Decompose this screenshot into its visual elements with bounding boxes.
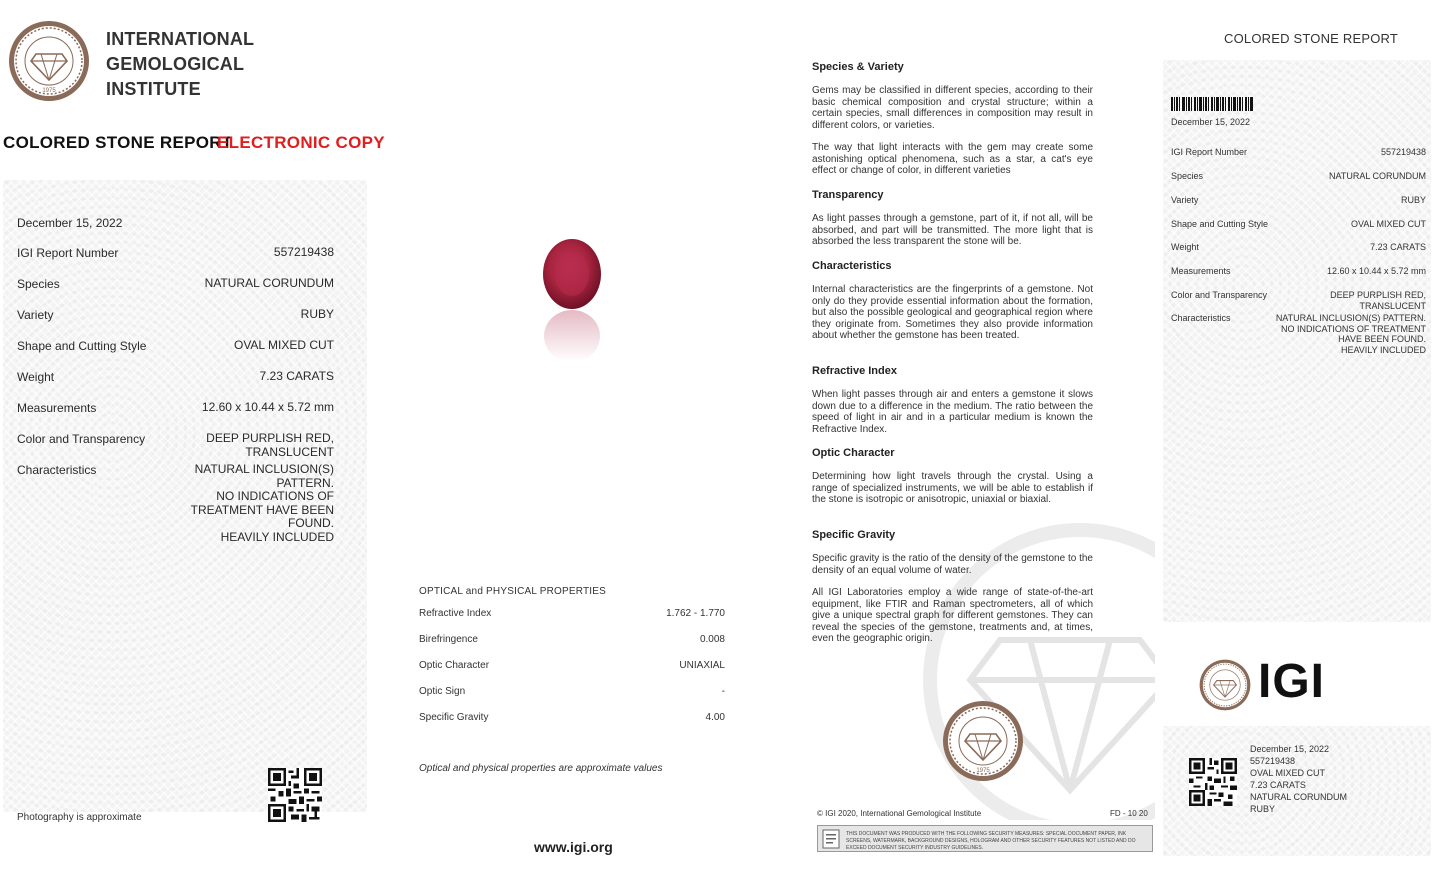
- info-section-specific-gravity: Specific Gravity Specific gravity is the ratio of the density of the gemstone to the density of an equal volume of water. All IGI Laboratories employ a wide range of state-of-the-art equipment, like FTIR and Raman spectrometers, all of which give a unique spectral graph for different gemstones. They can reveal the species of the gemstone, treatments and, at times, even the geographic origin.: [812, 529, 1093, 644]
- security-notice-text: THIS DOCUMENT WAS PRODUCED WITH THE FOLLOWING SECURITY MEASURES: SPECIAL DOCUMENT PAPER, INK SCREENS, WATERMARK, BACKGROUND DESIGNS, HOLOGRAM AND OTHER SECURITY FEATURES NOT LISTED AND DO EXCEED DOCUMENT SECURITY INDUSTRY GUIDELINES.: [846, 831, 1136, 851]
- security-notice-bar: [817, 825, 1153, 852]
- barcode-icon: [1171, 97, 1253, 111]
- ruby-stone-image: [538, 236, 606, 360]
- summary-title: COLORED STONE REPORT: [1224, 31, 1398, 46]
- info-section-characteristics: Characteristics Internal characteristics are the fingerprints of a gemstone. Not only do they provide essential information about the formation, but also the possible geological and geographical region where they originate from. Sometimes they also provide information about whether the gemstone has been treated.: [812, 260, 1093, 341]
- qr-code-icon[interactable]: [268, 768, 322, 822]
- info-section-optic-character: Optic Character Determining how light travels through the crystal. Using a range of specialized instruments, we will be able to establish if the stone is isotropic or anisotropic, uniaxial or biaxial.: [812, 447, 1093, 505]
- photography-note: Photography is approximate: [17, 812, 142, 823]
- optical-properties-heading: OPTICAL and PHYSICAL PROPERTIES: [419, 586, 607, 597]
- igi-seal-icon: [8, 20, 90, 102]
- website-link[interactable]: www.igi.org: [534, 839, 613, 855]
- info-section-transparency: Transparency As light passes through a gemstone, part of it, if not all, will be absorbed, and part will be transmitted. The more light that is absorbed the less transparent the stone will be.: [812, 189, 1093, 247]
- info-section-species: Species & Variety Gems may be classified in different species, according to their basic chemical composition and crystal structure; within a certain species, small differences in composition may result in different colors, or varieties. The way that light interacts with the gem may create some astonishing optical phenomena, such as a star, a cat's eye effect or change of color, in different varieties: [812, 61, 1093, 176]
- optical-note: Optical and physical properties are approximate values: [419, 763, 663, 774]
- igi-seal-icon: [1199, 659, 1251, 711]
- report-title: COLORED STONE REPORT: [3, 133, 233, 152]
- report-date: December 15, 2022: [17, 216, 123, 230]
- summary-date: December 15, 2022: [1171, 117, 1251, 127]
- igi-seal-icon: [942, 700, 1024, 782]
- copyright-text: © IGI 2020, International Gemological Institute: [817, 809, 982, 818]
- summary-mini-details: December 15, 2022 557219438 OVAL MIXED CUT 7.23 CARATS NATURAL CORUNDUM RUBY: [1250, 744, 1348, 814]
- info-section-refractive-index: Refractive Index When light passes through air and enters a gemstone it slows down due to a difference in the medium. The ratio between the speed of light in air and in a particular medium is known the Refractive Index.: [812, 365, 1093, 435]
- brand-name: INTERNATIONAL GEMOLOGICAL INSTITUTE: [106, 29, 255, 99]
- qr-code-icon[interactable]: [1189, 758, 1237, 806]
- document-icon: [822, 829, 840, 849]
- igi-logo-text: IGI: [1258, 655, 1326, 708]
- electronic-copy-label: ELECTRONIC COPY: [217, 133, 385, 152]
- svg-text:1975: 1975: [42, 88, 56, 94]
- form-code: FD - 10 20: [1110, 809, 1148, 818]
- svg-text:1975: 1975: [976, 768, 990, 774]
